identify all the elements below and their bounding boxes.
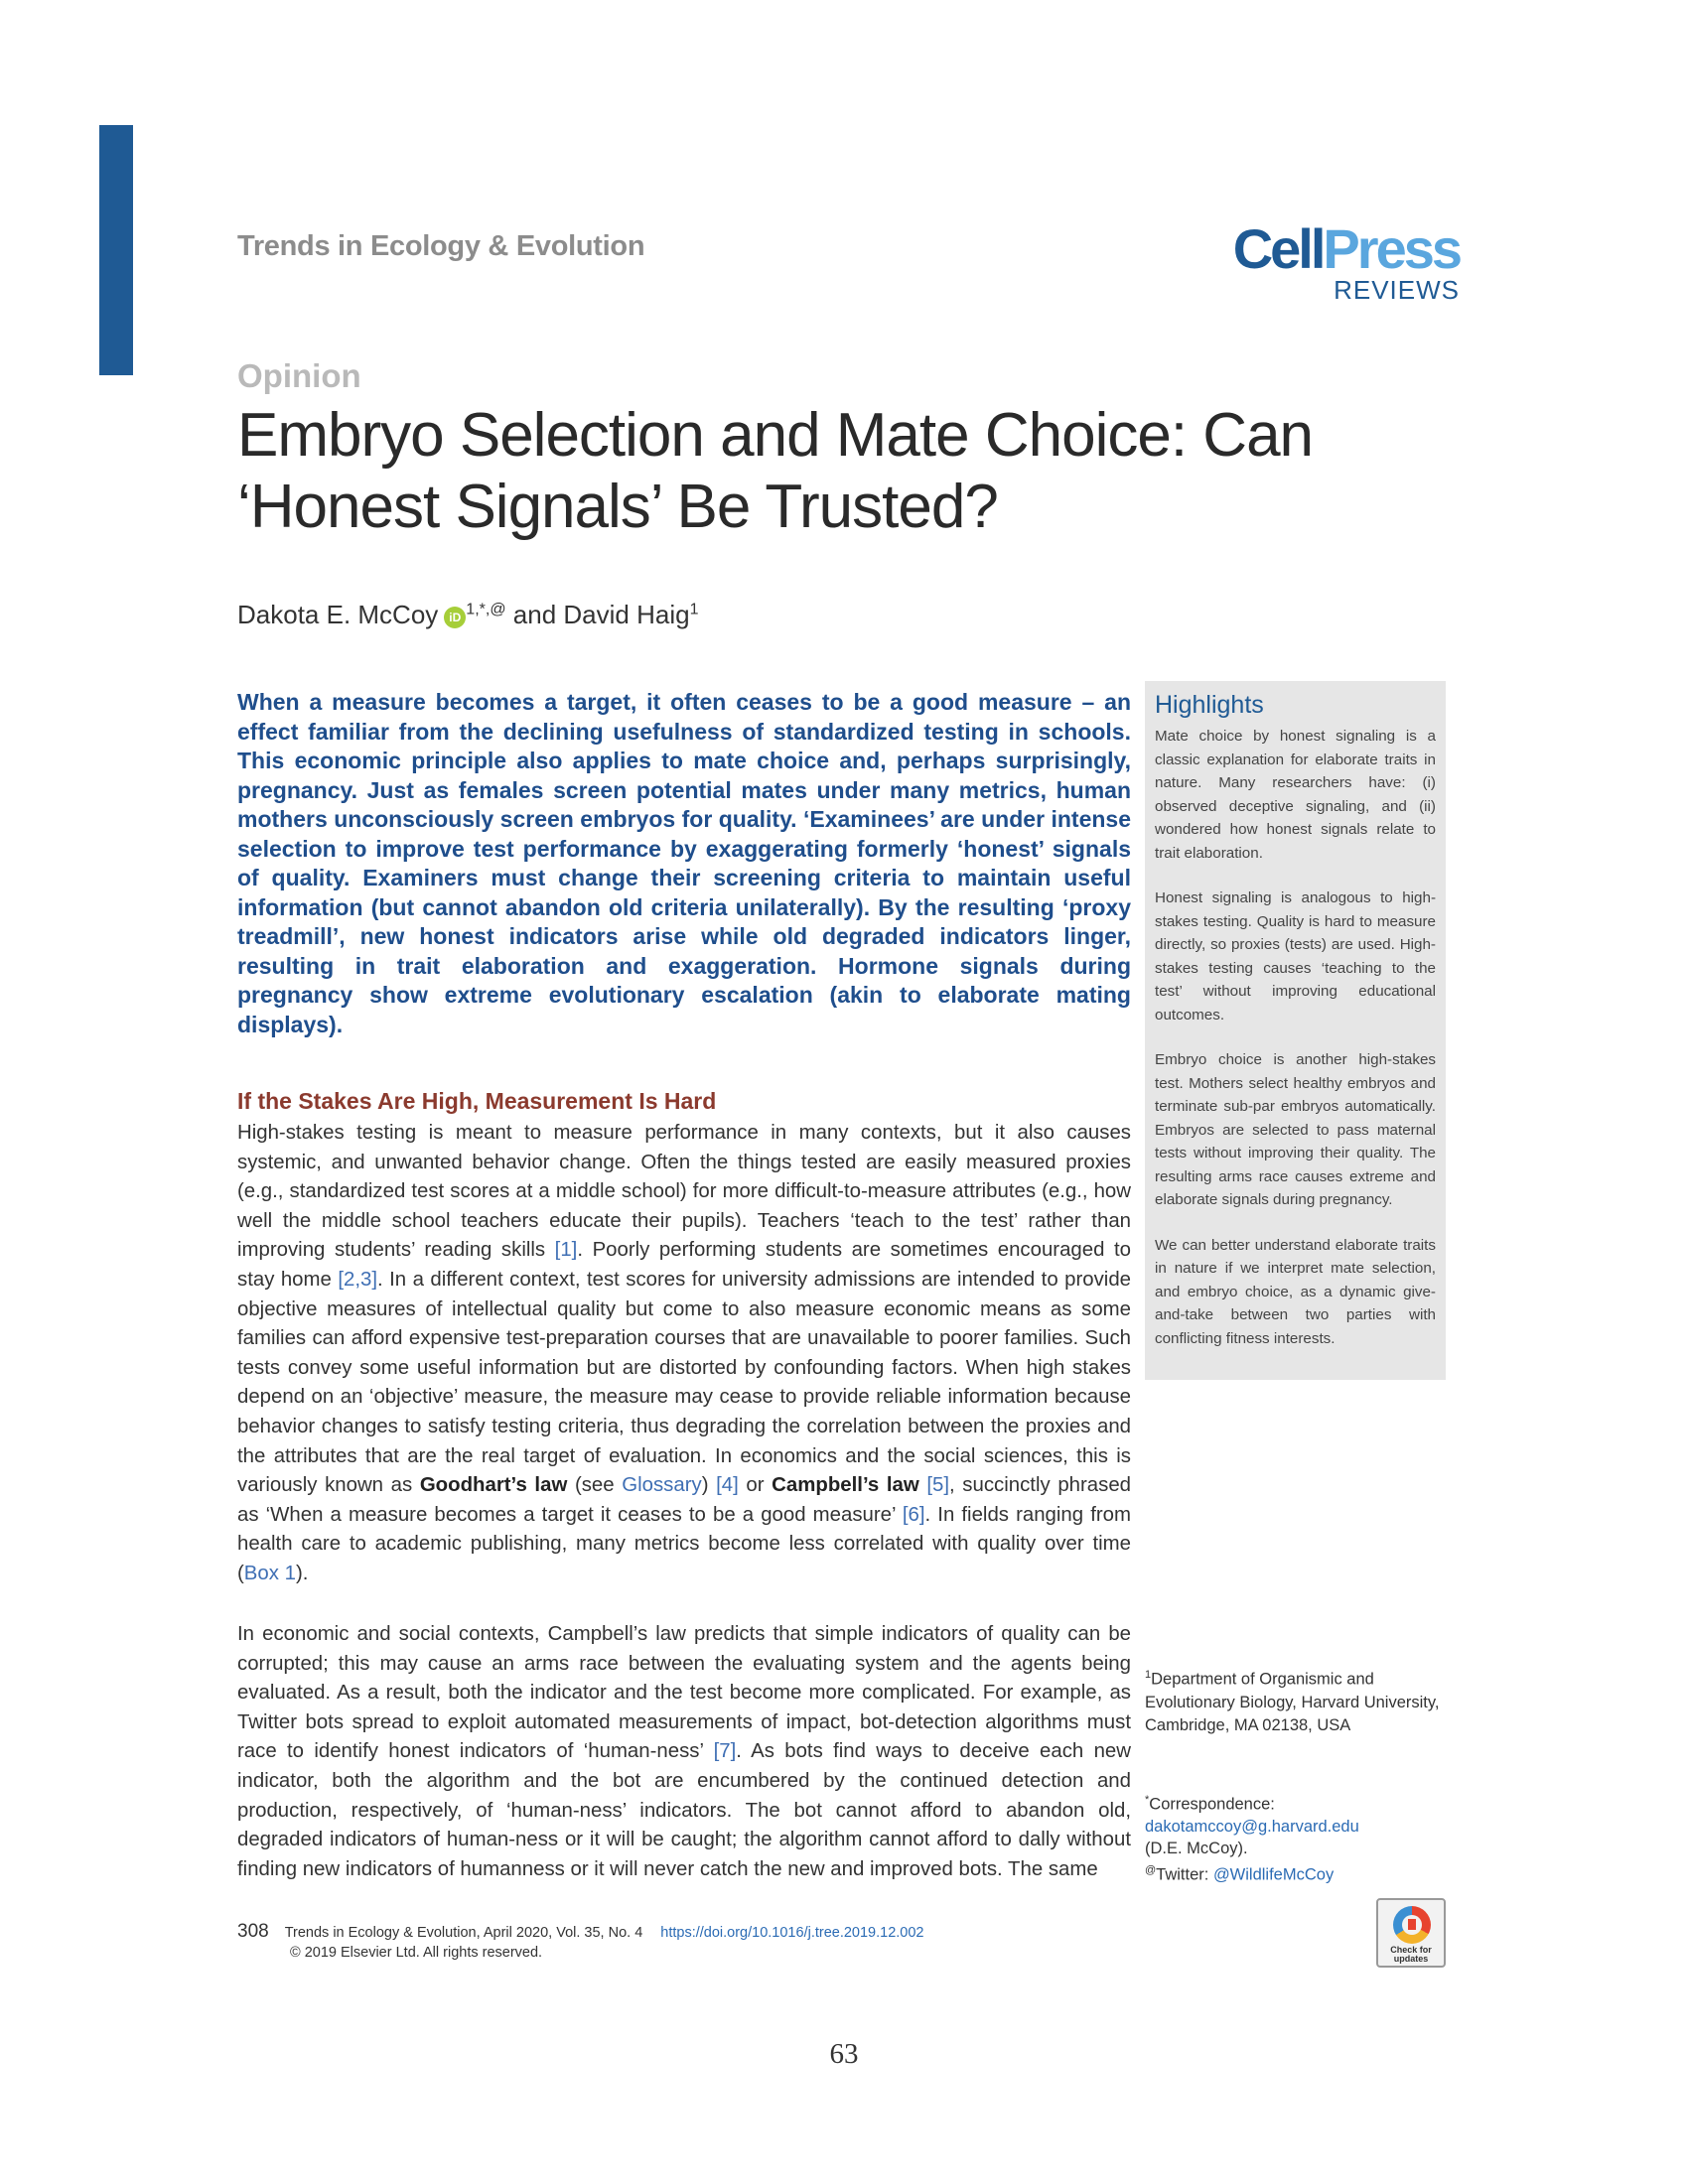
author-name: Dakota E. McCoy: [237, 600, 439, 629]
twitter-handle-link[interactable]: @WildlifeMcCoy: [1212, 1865, 1335, 1883]
copyright-notice: © 2019 Elsevier Ltd. All rights reserved.: [290, 1945, 543, 1961]
logo-reviews-text: REVIEWS: [1334, 275, 1460, 305]
reference-link[interactable]: [1]: [554, 1239, 578, 1262]
correspondence-email-link[interactable]: dakotamccoy@g.harvard.edu: [1145, 1817, 1359, 1836]
author-name: and David Haig: [512, 600, 690, 629]
article-type: Opinion: [237, 357, 361, 394]
glossary-term: Goodhart’s law: [419, 1474, 568, 1497]
check-for-updates-button[interactable]: [1376, 1898, 1446, 1968]
affiliation: $^1$Department of Organismic and Evolutionary Biology, Harvard University, Cambridge, MA 02138, USA: [1145, 1669, 1440, 1734]
page-footer: [237, 1921, 924, 1943]
journal-accent-bar: [99, 125, 133, 375]
highlight-item: Honest signaling is analogous to high-stakes testing. Quality is hard to measure directly, so proxies (tests) are used. High-stakes testing causes ‘teaching to the test’ without improving educational outcomes.: [1155, 889, 1436, 1024]
journal-page-number: 308: [237, 1921, 269, 1942]
citation-text: Trends in Ecology & Evolution, April 2020, Vol. 35, No. 4: [284, 1925, 643, 1941]
reference-link[interactable]: [2,3]: [338, 1268, 377, 1291]
reference-link[interactable]: [5]: [926, 1474, 950, 1497]
glossary-link[interactable]: Glossary: [622, 1474, 702, 1497]
scan-page-number: 63: [829, 2038, 859, 2070]
reference-link[interactable]: [4]: [716, 1474, 739, 1497]
highlight-item: Embryo choice is another high-stakes test. Mothers select healthy embryos and terminate sub-par embryos automatically. Embryos are selected to pass maternal tests without improving their quality. The resulting arms race causes extreme and elaborate signals during pregnancy.: [1155, 1051, 1436, 1208]
orcid-icon[interactable]: iD: [444, 607, 466, 628]
title-line-1: Embryo Selection and Mate Choice: Can: [237, 401, 1314, 470]
author-list: [237, 600, 698, 630]
reference-link[interactable]: [7]: [713, 1740, 737, 1763]
logo-press-text: Press: [1323, 217, 1460, 280]
title-line-2: ‘Honest Signals’ Be Trusted?: [237, 473, 998, 541]
highlights-title: Highlights: [1155, 691, 1264, 719]
reference-link[interactable]: [6]: [902, 1503, 925, 1526]
correspondence: *Correspondence: dakotamccoy@g.harvard.edu (D.E. McCoy). @Twitter: @WildlifeMcCoy: [1145, 1789, 1453, 1885]
author-affiliation-mark: 1: [689, 601, 699, 618]
check-updates-label: Check for updates: [1390, 1945, 1432, 1964]
highlight-item: We can better understand elaborate traits in nature if we interpret mate selection, and embryo choice, as a dynamic give-and-take between two parties with conflicting fitness interests.: [1155, 1236, 1436, 1347]
article-title: [237, 400, 1379, 543]
abstract: When a measure becomes a target, it often ceases to be a good measure – an effect familiar from the declining usefulness of standardized testing in schools. This economic principle also applies to mate choice and, perhaps surprisingly, pregnancy. Just as females screen potential mates under many metrics, human mothers unconsciously screen embryos for quality. ‘Examinees’ are under intense selection to improve test performance by exaggerating formerly ‘honest’ signals of quality. Examiners must change their screening criteria to maintain useful information (but cannot abandon old criteria unilaterally). By the resulting ‘proxy treadmill’, new honest indicators arise while old degraded indicators linger, resulting in trait elaboration and exaggeration. Hormone signals during pregnancy show extreme evolutionary escalation (akin to elaborate mating displays).: [237, 689, 1131, 1037]
section-heading: If the Stakes Are High, Measurement Is Hard: [237, 1088, 717, 1114]
glossary-term: Campbell’s law: [772, 1474, 919, 1497]
highlight-item: Mate choice by honest signaling is a classic explanation for elaborate traits in nature. Many researchers have: (i) observed deceptive signaling, and (ii) wondered how honest signals relate to trait elaboration.: [1155, 728, 1436, 862]
cellpress-logo: [1211, 217, 1460, 305]
check-updates-icon: [1393, 1906, 1431, 1944]
body-paragraph: In economic and social contexts, Campbell’s law predicts that simple indicators of quality can be corrupted; this may cause an arms race between the evaluating system and the agents being evaluated. As a result, both the indicator and the test become more complicated. For example, as Twitter bots spread to exploit automated measurements of impact, bot-detection algorithms must race to identify honest indicators of ‘human-ness’ [7]. As bots find ways to deceive each new indicator, both the algorithm and the bot are encumbered by the continued detection and production, respectively, of ‘human-ness’ indicators. The bot cannot afford to abandon old, degraded indicators of human-ness or it will be caught; the algorithm cannot afford to dally without finding new indicators of humanness or it will never catch the new and improved bots. The same: [237, 1623, 1131, 1880]
doi-link[interactable]: https://doi.org/10.1016/j.tree.2019.12.002: [660, 1925, 924, 1941]
journal-name: Trends in Ecology & Evolution: [237, 230, 645, 262]
logo-cell-text: Cell: [1232, 217, 1324, 280]
author-affiliation-marks: 1,*,@: [466, 601, 506, 618]
box-link[interactable]: Box 1: [243, 1562, 296, 1584]
body-paragraph: High-stakes testing is meant to measure performance in many contexts, but it also causes systemic, and unwanted behavior change. Often the things tested are easily measured proxies (e.g., standardized test scores at a middle school) for more difficult-to-measure attributes (e.g., how well the middle school teachers educate their pupils). Teachers ‘teach to the test’ rather than improving students’ reading skills [1]. Poorly performing students are sometimes encouraged to stay home [2,3]. In a different context, test scores for university admissions are intended to provide objective measures of intellectual quality but come to also measure economic means as some families can afford expensive test-preparation courses that are unavailable to poorer families. Such tests convey some useful information but are distorted by confounding factors. When high stakes depend on an ‘objective’ measure, the measure may cease to provide reliable information because behavior changes to satisfy testing criteria, thus degrading the correlation between the proxies and the attributes that are the real target of evaluation. In economics and the social sciences, this is variously known as Goodhart’s law (see Glossary) [4] or Campbell’s law [5], succinctly phrased as ‘When a measure becomes a target it ceases to be a good measure’ [6]. In fields ranging from health care to academic publishing, many metrics become less correlated with quality over time (Box 1).: [237, 1122, 1132, 1584]
highlights-box: [1145, 681, 1446, 1380]
